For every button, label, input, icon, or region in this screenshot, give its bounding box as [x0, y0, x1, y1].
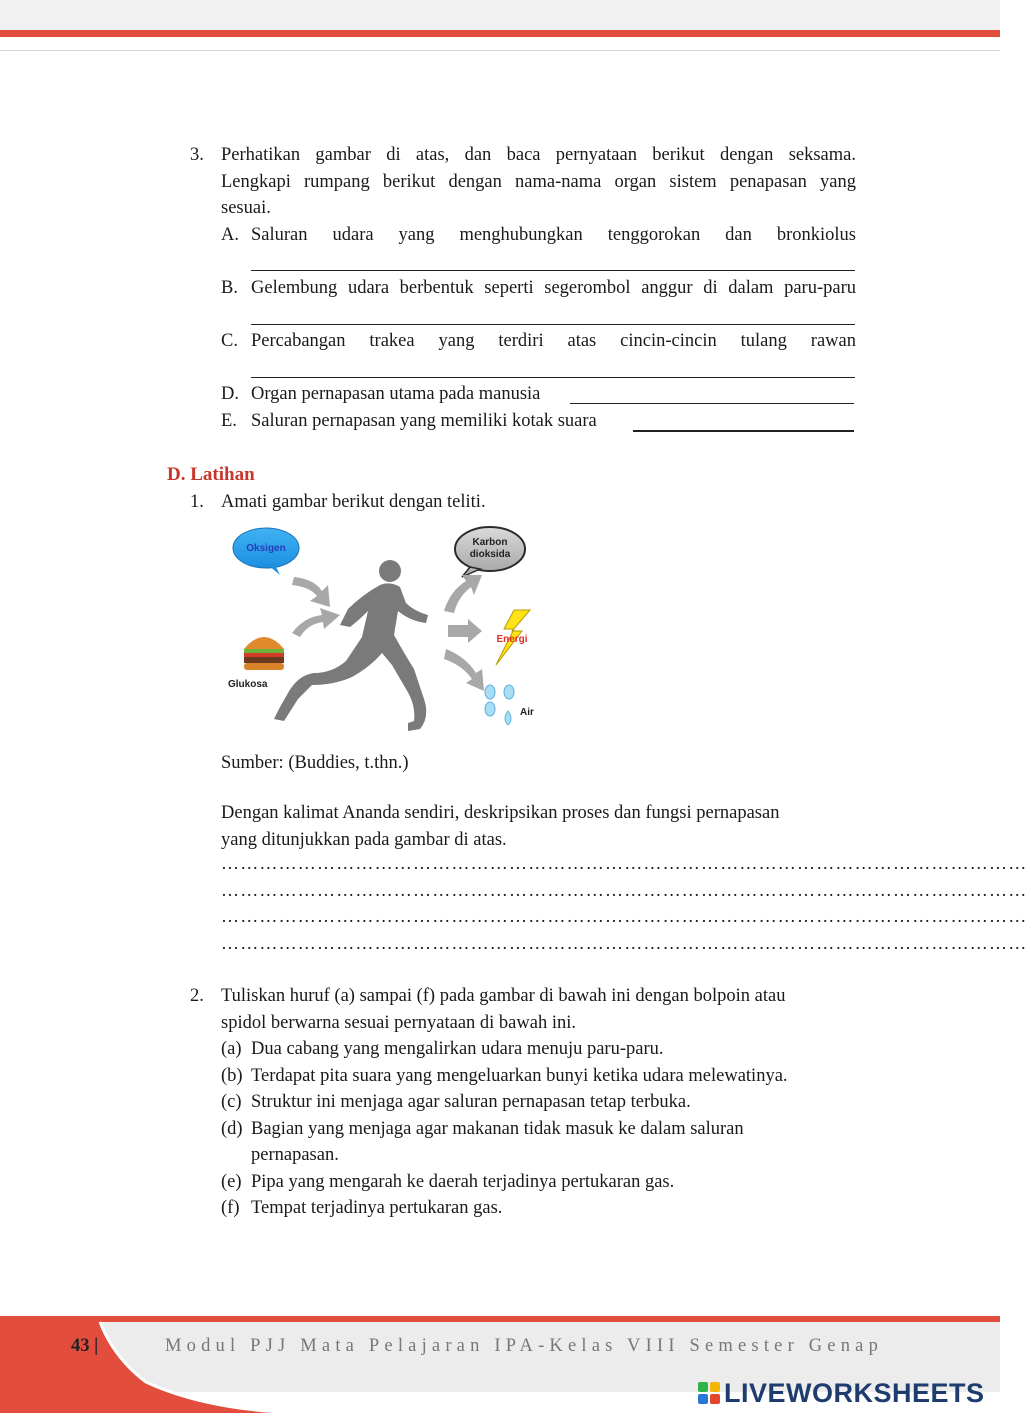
answer-dotted-line[interactable]: ……………………………………………………………………………………………………………… — [221, 906, 1027, 926]
item-b-letter: B. — [221, 278, 238, 298]
q2-item-a-letter: (a) — [221, 1039, 242, 1059]
burger-icon — [244, 637, 284, 670]
q3-line-3: sesuai. — [221, 198, 271, 218]
answer-blank-c[interactable] — [251, 377, 855, 378]
q2-item-f-letter: (f) — [221, 1198, 240, 1218]
q2-item-a-text: Dua cabang yang mengalirkan udara menuju paru-paru. — [251, 1039, 664, 1059]
label-energi: Energi — [496, 634, 528, 645]
label-oksigen: Oksigen — [246, 543, 286, 554]
arrow-in-oxygen-icon — [292, 577, 330, 607]
q2-item-b-text: Terdapat pita suara yang mengeluarkan bunyi ketika udara melewatinya. — [251, 1065, 788, 1086]
item-d-text: Organ pernapasan utama pada manusia — [251, 384, 541, 404]
arrow-out-co2-icon — [444, 575, 482, 613]
answer-dotted-line[interactable]: ……………………………………………………………………………………………………………… — [221, 932, 1027, 953]
q3-line-2: Lengkapi rumpang berikut dengan nama-nama organ sistem penapasan yang — [221, 171, 856, 192]
label-glukosa: Glukosa — [228, 679, 268, 690]
q2-line-2: spidol berwarna sesuai pernyataan di bawah ini. — [221, 1012, 576, 1033]
section-heading-latihan: D. Latihan — [167, 464, 255, 485]
figure-source: Sumber: (Buddies, t.thn.) — [221, 753, 409, 773]
answer-dotted-line[interactable]: ……………………………………………………………………………………………………………… — [221, 853, 1027, 873]
arrow-out-energy-icon — [448, 619, 482, 643]
q1-text: Amati gambar berikut dengan teliti. — [221, 492, 486, 512]
answer-blank-d[interactable] — [570, 403, 854, 404]
q2-item-b-letter: (b) — [221, 1065, 243, 1086]
q2-item-e-text: Pipa yang mengarah ke daerah terjadinya pertukaran gas. — [251, 1171, 675, 1192]
q2-number: 2. — [190, 986, 204, 1006]
answer-blank-e[interactable] — [633, 430, 854, 432]
header-divider — [0, 50, 1000, 51]
q2-item-c-letter: (c) — [221, 1092, 242, 1112]
item-c-letter: C. — [221, 331, 238, 351]
q1-prompt-line-2: yang ditunjukkan pada gambar di atas. — [221, 829, 507, 850]
footer-title: Modul PJJ Mata Pelajaran IPA-Kelas VIII Semester Genap — [165, 1336, 884, 1356]
q1-number: 1. — [190, 492, 204, 512]
arrow-in-glucose-icon — [292, 608, 340, 637]
label-karbon: Karbon — [472, 537, 508, 548]
header-band — [0, 0, 1000, 30]
label-air: Air — [520, 707, 534, 718]
q2-item-d-text: Bagian yang menjaga agar makanan tidak masuk ke dalam saluran — [251, 1118, 744, 1139]
liveworksheets-logo-icon — [697, 1381, 723, 1407]
item-b-text: Gelembung udara berbentuk seperti segerombol anggur di dalam paru-paru — [251, 278, 856, 298]
q2-item-d-continuation: pernapasan. — [251, 1145, 339, 1165]
item-a-letter: A. — [221, 225, 239, 245]
item-d-letter: D. — [221, 384, 239, 404]
respiration-illustration — [222, 525, 542, 740]
q3-number: 3. — [190, 145, 204, 165]
label-dioksida: dioksida — [469, 549, 511, 560]
liveworksheets-watermark: LIVEWORKSHEETS — [724, 1378, 985, 1408]
answer-blank-a[interactable] — [251, 270, 855, 271]
arrow-out-water-icon — [444, 649, 484, 691]
page-number: 43 | — [71, 1336, 99, 1356]
q1-prompt-line-1: Dengan kalimat Ananda sendiri, deskripsikan proses dan fungsi pernapasan — [221, 803, 780, 823]
q2-item-c-text: Struktur ini menjaga agar saluran pernapasan tetap terbuka. — [251, 1092, 691, 1112]
q2-item-d-letter: (d) — [221, 1118, 243, 1139]
answer-blank-b[interactable] — [251, 324, 855, 325]
item-e-text: Saluran pernapasan yang memiliki kotak suara — [251, 411, 597, 431]
item-e-letter: E. — [221, 411, 237, 431]
header-accent-bar — [0, 30, 1000, 37]
item-a-text: Saluran udara yang menghubungkan tenggorokan dan bronkiolus — [251, 225, 856, 245]
water-drops-icon — [485, 685, 514, 725]
answer-dotted-line[interactable]: ……………………………………………………………………………………………………………… — [221, 879, 1027, 900]
q2-item-e-letter: (e) — [221, 1171, 242, 1192]
item-c-text: Percabangan trakea yang terdiri atas cincin-cincin tulang rawan — [251, 331, 856, 351]
q2-item-f-text: Tempat terjadinya pertukaran gas. — [251, 1198, 503, 1218]
q3-line-1: Perhatikan gambar di atas, dan baca pernyataan berikut dengan seksama. — [221, 145, 856, 165]
q2-line-1: Tuliskan huruf (a) sampai (f) pada gambar di bawah ini dengan bolpoin atau — [221, 986, 786, 1006]
